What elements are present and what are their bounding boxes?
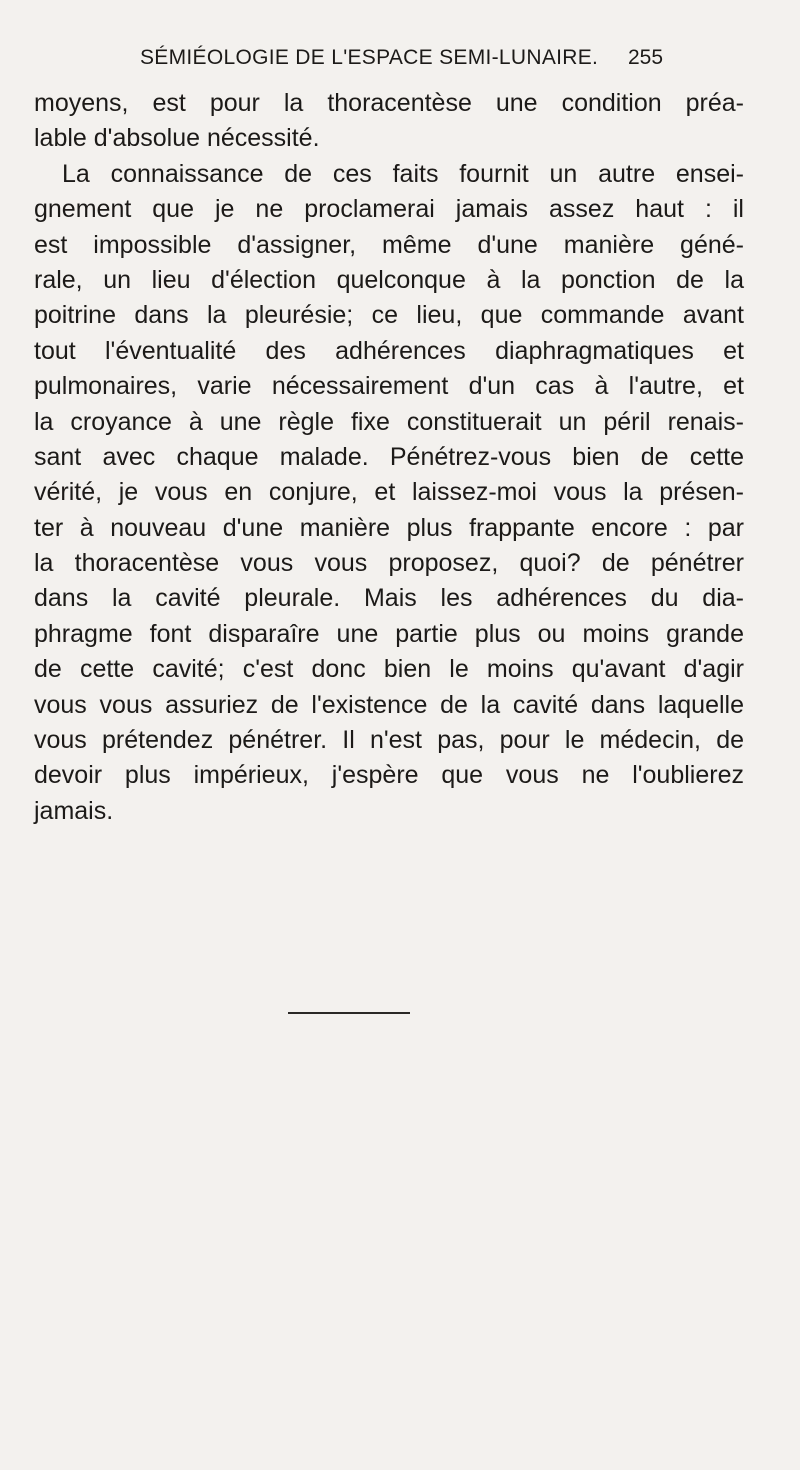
text-line: jamais. [34,796,114,825]
body-text [34,86,744,829]
running-title: SÉMIÉOLOGIE DE L'ESPACE SEMI-LUNAIRE. [140,46,599,69]
text-line: est impossible d'assigner, même d'une manière géné- [34,230,744,259]
page-number: 255 [628,46,664,69]
text-line: la thoracentèse vous vous proposez, quoi? de pénétrer [34,549,744,578]
text-line: vous prétendez pénétrer. Il n'est pas, pour le médecin, de [34,726,744,755]
text-line: pulmonaires, varie nécessairement d'un cas à l'autre, et [34,372,744,401]
text-line: moyens, est pour la thoracentèse une condition préa- [34,89,744,117]
text-line: sant avec chaque malade. Pénétrez-vous bien de cette [34,442,744,471]
text-line: la croyance à une règle fixe constituerait un péril renais- [34,407,744,436]
text-line: tout l'éventualité des adhérences diaphragmatiques et [34,336,744,365]
section-end-rule [288,1012,410,1014]
text-line: gnement que je ne proclamerai jamais assez haut : il [34,195,744,224]
text-line: rale, un lieu d'élection quelconque à la ponction de la [34,265,744,294]
text-line: phragme font disparaîre une partie plus ou moins grande [34,619,744,648]
text-line: vérité, je vous en conjure, et laissez-moi vous la présen- [34,478,744,507]
text-line: vous vous assuriez de l'existence de la cavité dans laquelle [34,690,744,719]
text-line: lable d'absolue nécessité. [34,124,320,153]
text-line: de cette cavité; c'est donc bien le moins qu'avant d'agir [34,655,744,684]
text-line: La connaissance de ces faits fournit un autre ensei- [62,159,744,188]
text-line: poitrine dans la pleurésie; ce lieu, que commande avant [34,301,744,330]
text-line: ter à nouveau d'une manière plus frappante encore : par [34,513,744,542]
text-line: dans la cavité pleurale. Mais les adhérences du dia- [34,584,744,613]
text-line: devoir plus impérieux, j'espère que vous ne l'oublierez [34,761,744,790]
